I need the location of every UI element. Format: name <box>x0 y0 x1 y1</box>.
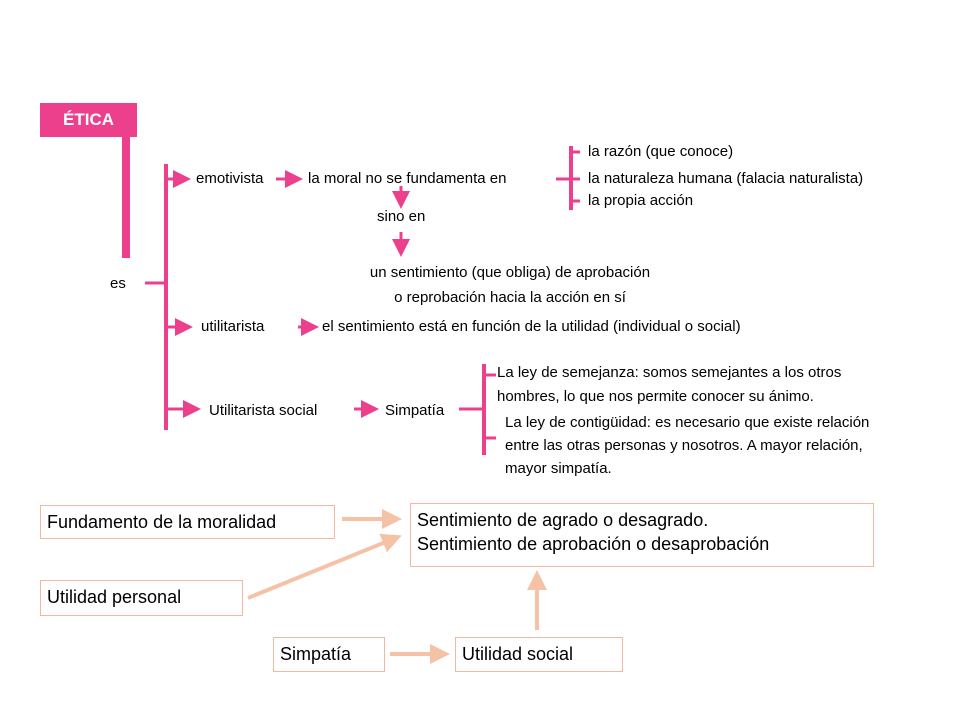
simpatia-box: Simpatía <box>273 637 385 672</box>
ley-contiguidad-line-2: entre las otras personas y nosotros. A mayor relación, <box>505 437 863 454</box>
utilidad-personal-box: Utilidad personal <box>40 580 243 616</box>
utilitarista-social-label: Utilitarista social <box>209 402 318 419</box>
option-naturaleza: la naturaleza humana (falacia naturalista) <box>588 170 864 187</box>
ley-contiguidad-line-1: La ley de contigüidad: es necesario que existe relación <box>505 414 870 431</box>
sentimiento-line-1: un sentimiento (que obliga) de aprobación <box>369 264 651 281</box>
emotivista-label: emotivista <box>196 170 264 187</box>
utilidad-text: el sentimiento está en función de la utilidad (individual o social) <box>322 318 741 335</box>
sentimiento-line-2: o reprobación hacia la acción en sí <box>394 289 626 306</box>
simpatia-label: Simpatía <box>385 402 445 419</box>
ley-semejanza-line-2: hombres, lo que nos permite conocer su ánimo. <box>497 388 814 405</box>
es-label: es <box>110 275 126 292</box>
fundamento-box: Fundamento de la moralidad <box>40 505 335 539</box>
ley-semejanza-line-1: La ley de semejanza: somos semejantes a los otros <box>497 364 842 381</box>
option-accion: la propia acción <box>588 192 694 209</box>
sino-en-label: sino en <box>377 208 426 225</box>
utilidad-personal-to-sentimiento-arrow <box>248 537 398 598</box>
sentimiento-box <box>410 503 874 567</box>
no-fundamenta-text: la moral no se fundamenta en <box>308 170 507 187</box>
utilitarista-label: utilitarista <box>201 318 265 335</box>
option-razon: la razón (que conoce) <box>588 143 734 160</box>
sentimiento-box-line-2: Sentimiento de aprobación o desaprobación <box>417 534 770 554</box>
etica-title: ÉTICA <box>40 103 137 137</box>
utilidad-social-box: Utilidad social <box>455 637 623 672</box>
sentimiento-box-line-1: Sentimiento de agrado o desagrado. <box>417 510 709 530</box>
ley-contiguidad-line-3: mayor simpatía. <box>505 460 612 477</box>
